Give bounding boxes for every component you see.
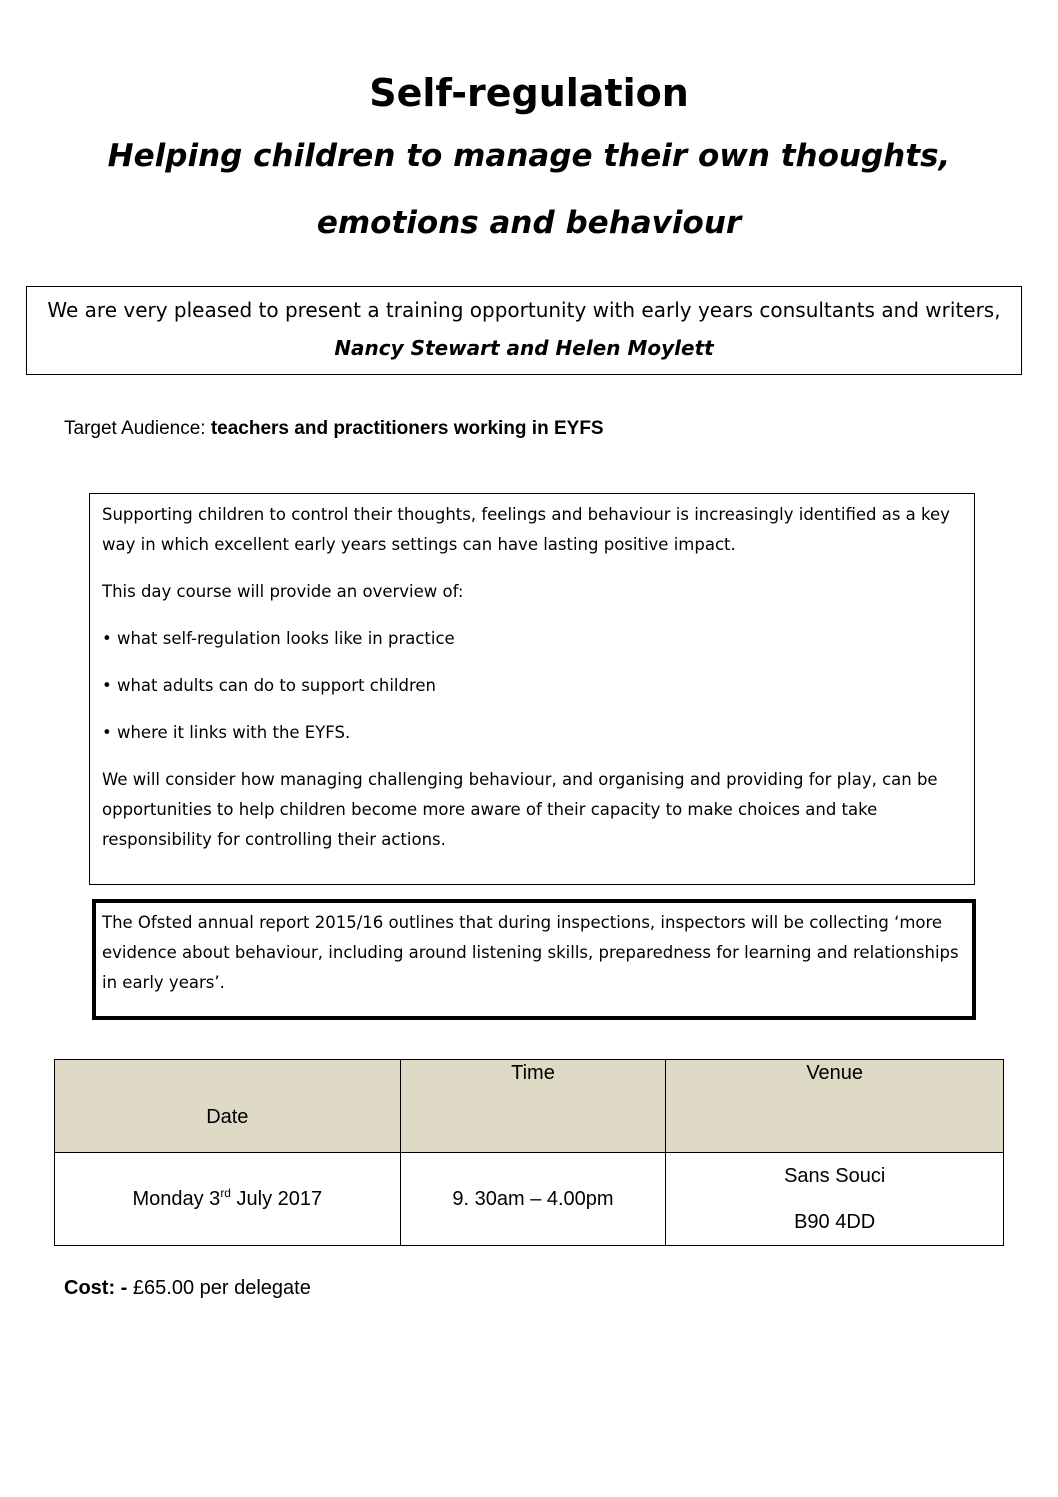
cost-label: Cost: - (64, 1277, 133, 1299)
course-description-box (89, 493, 975, 885)
cost-line (64, 1275, 311, 1301)
course-overview-lead: This day course will provide an overview of: (102, 582, 464, 601)
course-intro-paragraph: Supporting children to control their thoughts, feelings and behaviour is increasingly identified as a key way in which excellent early years settings can have lasting positive impact. (102, 505, 950, 554)
presenters-names: Nancy Stewart and Helen Moylett (334, 336, 714, 360)
date-suffix: July 2017 (230, 1187, 323, 1210)
course-closing-paragraph: We will consider how managing challenging behaviour, and organising and providing for play, can be opportunities to help children become more aware of their capacity to make choices and take responsibility for controlling their actions. (102, 770, 938, 849)
schedule-date-cell (55, 1153, 401, 1246)
venue-header-label: Venue (806, 1062, 864, 1084)
date-prefix: Monday 3 (132, 1187, 221, 1210)
schedule-header-venue (666, 1060, 1004, 1153)
target-audience (64, 416, 604, 442)
ofsted-quote-box (92, 899, 976, 1020)
schedule-table (54, 1059, 1004, 1246)
intro-text: We are very pleased to present a training opportunity with early years consultants and writers, (47, 298, 1001, 322)
venue-postcode: B90 4DD (794, 1211, 876, 1233)
date-header-label: Date (206, 1106, 249, 1128)
schedule-header-date (55, 1060, 401, 1153)
venue-name: Sans Souci (784, 1165, 886, 1187)
schedule-row (55, 1153, 1004, 1246)
course-bullet: • where it links with the EYFS. (102, 723, 351, 742)
course-bullet: • what self-regulation looks like in practice (102, 629, 455, 648)
audience-label: Target Audience: (64, 418, 211, 439)
audience-value: teachers and practitioners working in EYFS (210, 418, 604, 439)
page-subtitle-line1: Helping children to manage their own thoughts, (107, 138, 951, 174)
cost-value: £65.00 per delegate (132, 1277, 311, 1299)
schedule-venue-cell (666, 1153, 1004, 1246)
page-subtitle-line2: emotions and behaviour (316, 205, 742, 241)
page-title: Self-regulation (369, 71, 689, 115)
schedule-header-time (400, 1060, 666, 1153)
ofsted-quote-text: The Ofsted annual report 2015/16 outlines that during inspections, inspectors will be collecting ‘more evidence about behaviour, including around listening skills, preparedness for learning and relationships in early years’. (102, 913, 959, 992)
schedule-time-cell: 9. 30am – 4.00pm (400, 1153, 666, 1246)
intro-box (26, 286, 1022, 375)
course-bullet: • what adults can do to support children (102, 676, 436, 695)
time-header-label: Time (511, 1062, 555, 1084)
schedule-header-row (55, 1060, 1004, 1153)
date-ordinal: rd (220, 1185, 231, 1200)
